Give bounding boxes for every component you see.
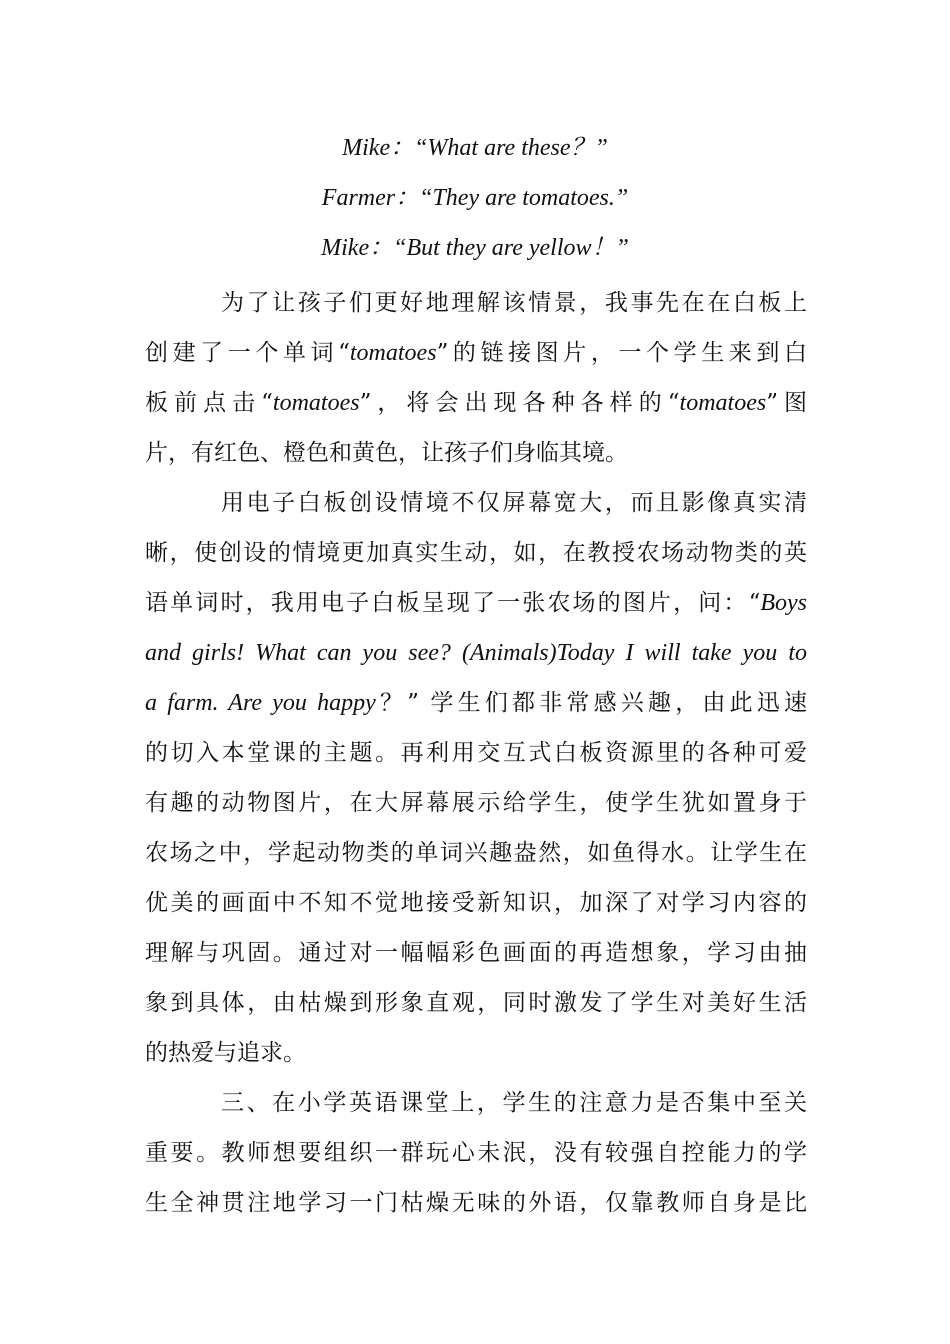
dialogue-line-1: Mike：“What are these？” bbox=[342, 135, 608, 161]
text-segment: 创建了一个单词“ bbox=[145, 340, 350, 366]
english-word: tomatoes bbox=[679, 390, 767, 416]
paragraph-2-line-3 bbox=[145, 578, 807, 628]
paragraph-2-line-8: 农场之中，学起动物类的单词兴趣盎然，如鱼得水。让学生在 bbox=[145, 840, 807, 866]
paragraph-2-line-2: 晰，使创设的情境更加真实生动，如，在教授农场动物类的英 bbox=[145, 540, 807, 566]
paragraph-2-line-10: 理解与巩固。通过对一幅幅彩色画面的再造想象，学习由抽 bbox=[145, 940, 807, 966]
paragraph-1-line-3 bbox=[145, 378, 807, 428]
paragraph-2-line-11: 象到具体，由枯燥到形象直观，同时激发了学生对美好生活 bbox=[145, 990, 807, 1016]
english-text: Boys bbox=[760, 590, 807, 616]
paragraph-1-line-1: 为了让孩子们更好地理解该情景，我事先在在白板上 bbox=[221, 290, 807, 316]
paragraph-2-line-4: and girls! What can you see? (Animals)Today I will take you to bbox=[145, 640, 807, 666]
text-segment: ”图 bbox=[766, 390, 807, 416]
paragraph-1-line-4: 片，有红色、橙色和黄色，让孩子们身临其境。 bbox=[145, 440, 628, 466]
paragraph-3-line-3: 生全神贯注地学习一门枯燥无味的外语，仅靠教师自身是比 bbox=[145, 1190, 807, 1216]
paragraph-2-line-6: 的切入本堂课的主题。再利用交互式白板资源里的各种可爱 bbox=[145, 740, 807, 766]
english-word: tomatoes bbox=[349, 340, 437, 366]
paragraph-3 bbox=[145, 1078, 807, 1228]
paragraph-2-line-9: 优美的画面中不知不觉地接受新知识，加深了对学习内容的 bbox=[145, 890, 807, 916]
paragraph-3-line-2: 重要。教师想要组织一群玩心未泯，没有较强自控能力的学 bbox=[145, 1140, 807, 1166]
english-text: a farm. Are you happy bbox=[145, 690, 376, 716]
paragraph-2-line-5 bbox=[145, 678, 807, 728]
paragraph-1 bbox=[145, 278, 807, 478]
text-segment: ”，将会出现各种各样的“ bbox=[359, 390, 680, 416]
text-segment: 板前点击“ bbox=[145, 390, 273, 416]
text-segment: 语单词时，我用电子白板呈现了一张农场的图片，问：“ bbox=[145, 590, 761, 616]
text-segment: ”的链接图片，一个学生来到白 bbox=[436, 340, 807, 366]
dialogue-line-3: Mike：“But they are yellow！” bbox=[321, 235, 629, 261]
text-segment: ？” 学生们都非常感兴趣，由此迅速 bbox=[375, 690, 807, 716]
paragraph-2-line-7: 有趣的动物图片，在大屏幕展示给学生，使学生犹如置身于 bbox=[145, 790, 807, 816]
paragraph-2-line-12: 的热爱与追求。 bbox=[145, 1040, 306, 1066]
dialogue-line-2: Farmer：“They are tomatoes.” bbox=[321, 185, 629, 211]
english-word: tomatoes bbox=[272, 390, 360, 416]
paragraph-2-line-1: 用电子白板创设情境不仅屏幕宽大，而且影像真实清 bbox=[221, 490, 807, 516]
paragraph-1-line-2 bbox=[145, 328, 807, 378]
paragraph-3-line-1: 三、在小学英语课堂上，学生的注意力是否集中至关 bbox=[221, 1090, 807, 1116]
paragraph-2 bbox=[145, 478, 807, 1078]
